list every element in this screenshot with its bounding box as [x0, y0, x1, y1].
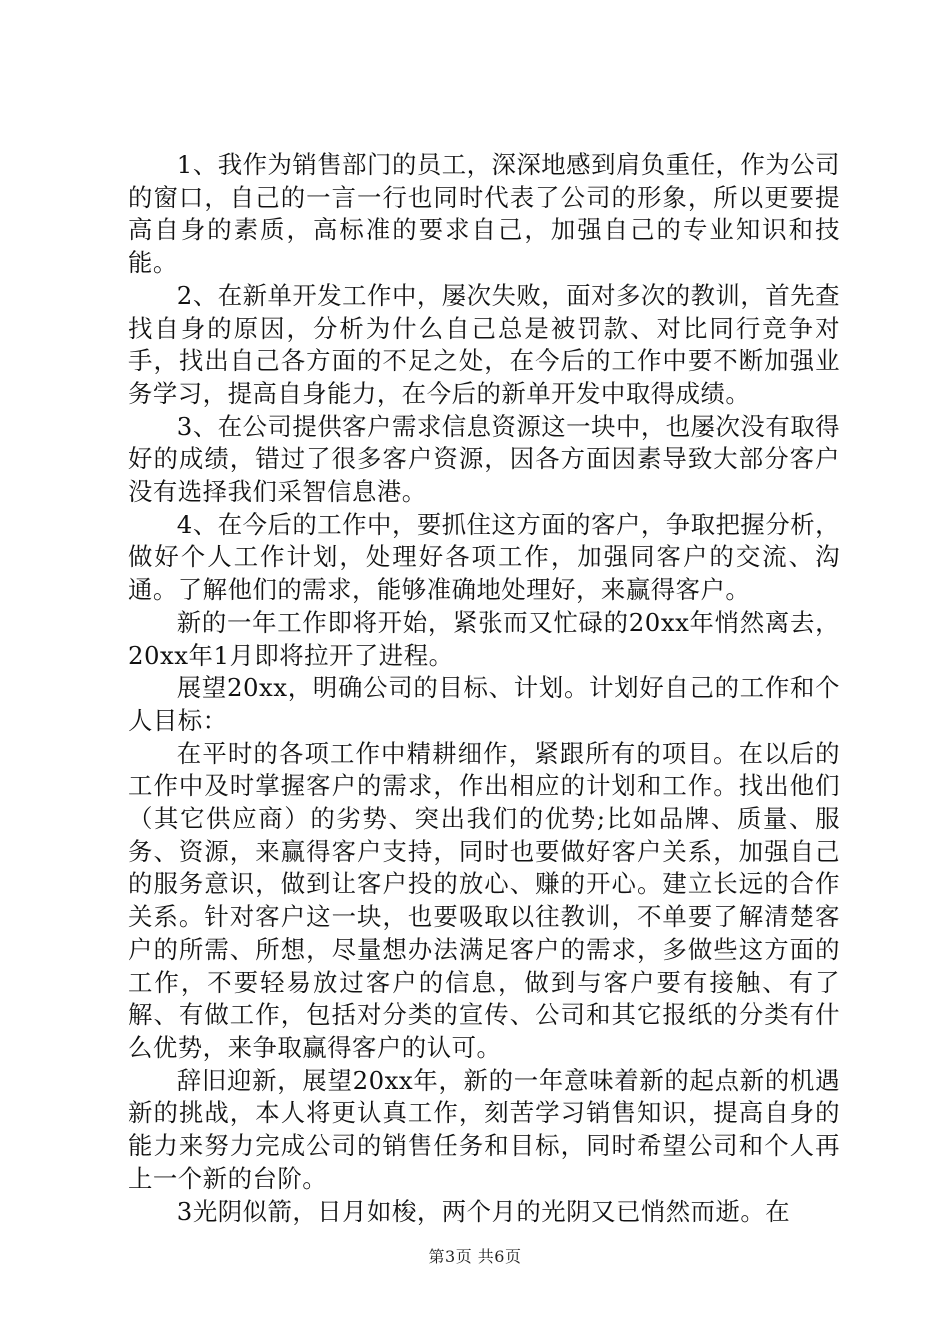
paragraph: 在平时的各项工作中精耕细作，紧跟所有的项目。在以后的工作中及时掌握客户的需求，作出相应的计划和工作。找出他们（其它供应商）的劣势、突出我们的优势;比如品牌、质量、服务、资源，来赢得客户支持，同时也要做好客户关系，加强自己的服务意识，做到让客户投的放心、赚的开心。建立长远的合作关系。针对客户这一块，也要吸取以往教训，不单要了解清楚客户的所需、所想，尽量想办法满足客户的需求，多做些这方面的工作，不要轻易放过客户的信息，做到与客户要有接触、有了解、有做工作，包括对分类的宣传、公司和其它报纸的分类有什么优势，来争取赢得客户的认可。 — [128, 738, 840, 1062]
paragraph: 4、在今后的工作中，要抓住这方面的客户，争取把握分析，做好个人工作计划，处理好各项工作，加强同客户的交流、沟通。了解他们的需求，能够准确地处理好，来赢得客户。 — [128, 509, 840, 605]
paragraph: 展望20xx，明确公司的目标、计划。计划好自己的工作和个人目标： — [128, 673, 840, 735]
paragraph: 辞旧迎新，展望20xx年，新的一年意味着新的起点新的机遇新的挑战，本人将更认真工作，刻苦学习销售知识，提高自身的能力来努力完成公司的销售任务和目标，同时希望公司和个人再上一个新的台阶。 — [128, 1065, 840, 1193]
paragraph: 2、在新单开发工作中，屡次失败，面对多次的教训，首先查找自身的原因，分析为什么自己总是被罚款、对比同行竞争对手，找出自己各方面的不足之处，在今后的工作中要不断加强业务学习，提高自身能力，在今后的新单开发中取得成绩。 — [128, 280, 840, 408]
paragraph: 3光阴似箭，日月如梭，两个月的光阴又已悄然而逝。在 — [176, 1196, 791, 1226]
page-footer: 第3页 共6页 — [428, 1247, 522, 1266]
document-body — [128, 149, 840, 1228]
paragraph: 新的一年工作即将开始，紧张而又忙碌的20xx年悄然离去，20xx年1月即将拉开了进程。 — [128, 607, 840, 670]
paragraph: 3、在公司提供客户需求信息资源这一块中，也屡次没有取得好的成绩，错过了很多客户资源，因各方面因素导致大部分客户没有选择我们采智信息港。 — [128, 411, 840, 507]
paragraph: 1、我作为销售部门的员工，深深地感到肩负重任，作为公司的窗口，自己的一言一行也同时代表了公司的形象，所以更要提高自身的素质，高标准的要求自己，加强自己的专业知识和技能。 — [128, 150, 840, 278]
